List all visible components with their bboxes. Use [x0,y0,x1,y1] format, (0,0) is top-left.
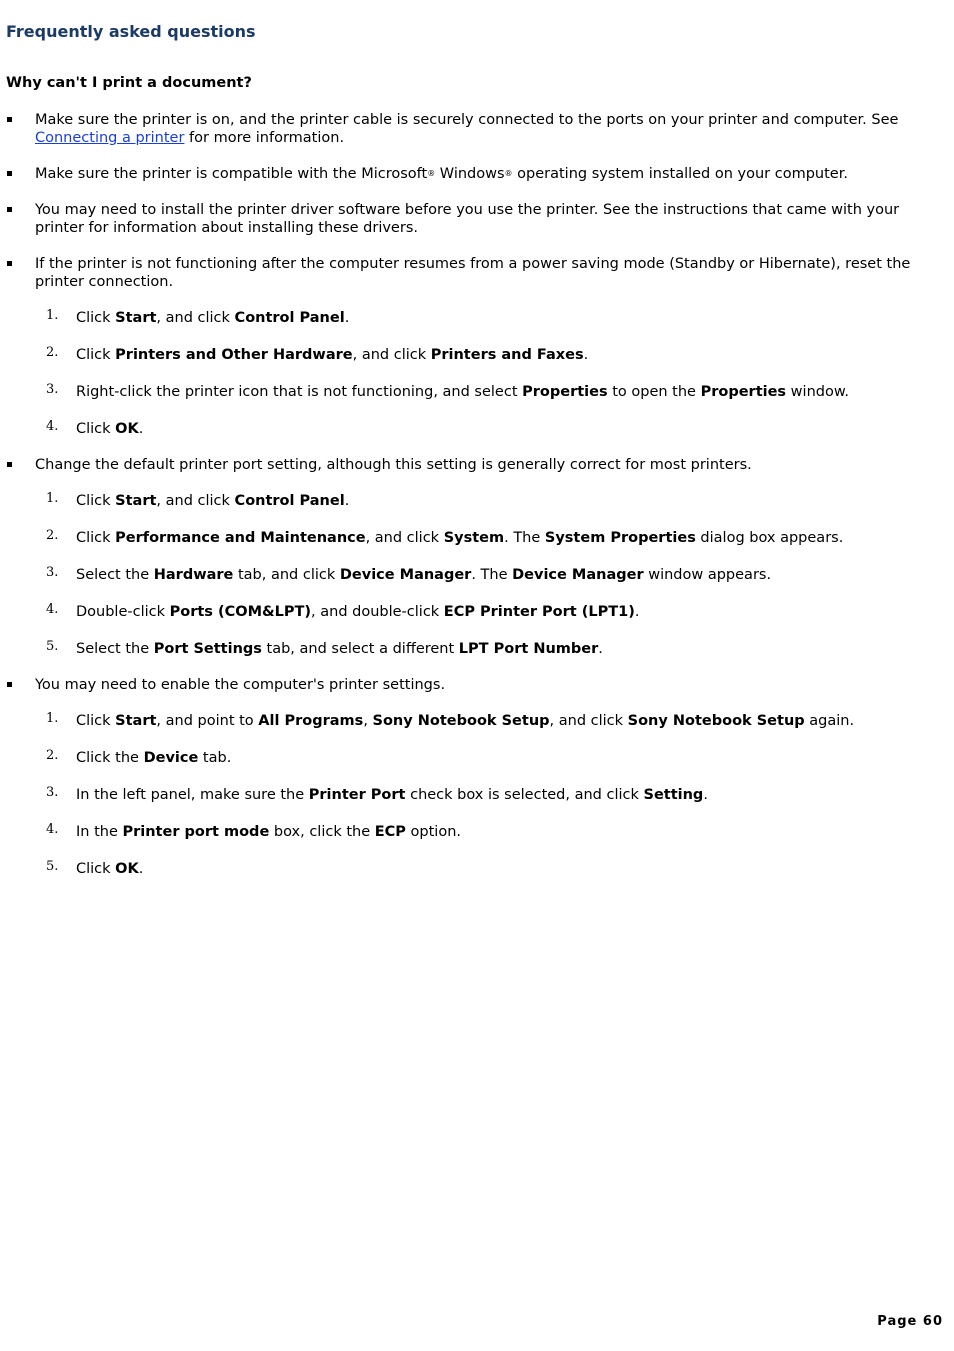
step-number: 3. [46,785,59,800]
bullet-text: You may need to install the printer driver software before you use the printer. See the instructions that came with your printer for information about installing these drivers. [35,202,900,236]
step-number: 3. [46,565,59,580]
step-number: 4. [46,602,59,617]
step-number: 2. [46,345,59,360]
step-number: 2. [46,748,59,763]
step-item: 2. Click the Device tab. [46,748,232,766]
step-item: 1. Click Start, and point to All Programs, Sony Notebook Setup, and click Sony Notebook Setup again. [46,711,855,729]
step-item: 2. Click Printers and Other Hardware, and click Printers and Faxes. [46,345,589,363]
page-number: Page 60 [877,1314,943,1329]
step-list [35,309,940,438]
registered-mark: ® [427,169,436,178]
step-item: 3. In the left panel, make sure the Printer Port check box is selected, and click Setting. [46,785,708,803]
bullet-item [0,165,940,183]
step-number: 4. [46,822,59,837]
bullet-item [0,111,940,147]
square-bullet-icon [7,171,12,176]
square-bullet-icon [7,462,12,467]
step-item: 1. Click Start, and click Control Panel. [46,308,350,326]
step-item: 4. In the Printer port mode box, click the ECP option. [46,822,461,840]
step-item: 2. Click Performance and Maintenance, and click System. The System Properties dialog box appears. [46,528,844,546]
bullet-item [0,676,940,878]
step-list [35,492,940,658]
bullet-text: Make sure the printer is on, and the printer cable is securely connected to the ports on your printer and computer. See Connecting a printer for more information. [35,112,899,146]
bullet-item [0,456,940,658]
square-bullet-icon [7,261,12,266]
registered-mark: ® [504,169,513,178]
bullet-text: If the printer is not functioning after the computer resumes from a power saving mode (Standby or Hibernate), reset the printer connection. [35,256,911,290]
answer-list [0,111,940,896]
page-title: Frequently asked questions [6,22,256,41]
bullet-text: You may need to enable the computer's printer settings. [35,677,446,693]
square-bullet-icon [7,207,12,212]
step-item: 4. Click OK. [46,419,144,437]
step-item: 3. Right-click the printer icon that is not functioning, and select Properties to open the Properties window. [46,382,849,400]
step-number: 1. [46,491,59,506]
bullet-text: Change the default printer port setting, although this setting is generally correct for most printers. [35,457,752,473]
step-item: 5. Click OK. [46,859,144,877]
step-number: 3. [46,382,59,397]
step-item: 1. Click Start, and click Control Panel. [46,491,350,509]
connecting-a-printer-link[interactable]: Connecting a printer [35,130,185,146]
step-number: 1. [46,711,59,726]
step-number: 1. [46,308,59,323]
step-number: 4. [46,419,59,434]
question-heading: Why can't I print a document? [6,75,252,91]
step-number: 5. [46,639,59,654]
step-number: 2. [46,528,59,543]
bullet-text: Make sure the printer is compatible with the Microsoft® Windows® operating system installed on your computer. [35,166,848,182]
step-item: 5. Select the Port Settings tab, and select a different LPT Port Number. [46,639,603,657]
step-number: 5. [46,859,59,874]
bullet-item [0,255,940,438]
square-bullet-icon [7,117,12,122]
bullet-item [0,201,940,237]
step-item: 4. Double-click Ports (COM&LPT), and double-click ECP Printer Port (LPT1). [46,602,640,620]
step-list [35,712,940,878]
square-bullet-icon [7,682,12,687]
step-item: 3. Select the Hardware tab, and click Device Manager. The Device Manager window appears. [46,565,772,583]
